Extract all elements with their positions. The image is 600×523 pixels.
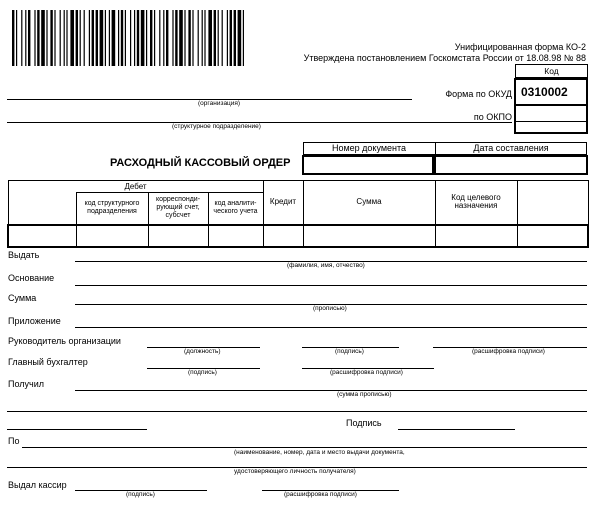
analytic-code-header: код аналити-ческого учета bbox=[208, 193, 263, 225]
issue-label: Выдать bbox=[8, 250, 40, 260]
order-title: РАСХОДНЫЙ КАССОВЫЙ ОРДЕР bbox=[110, 157, 291, 169]
okpo-label: по ОКПО bbox=[473, 112, 512, 122]
sum-words-caption: (сумма прописью) bbox=[337, 391, 392, 398]
table-cell[interactable] bbox=[263, 225, 303, 247]
okud-label: Форма по ОКУД bbox=[445, 89, 512, 99]
doc-number-label: Номер документа bbox=[331, 143, 407, 153]
accountant-signature-caption: (подпись) bbox=[188, 369, 217, 376]
code-divider-2 bbox=[514, 121, 588, 122]
barcode-image bbox=[12, 10, 246, 66]
received-label: Получил bbox=[8, 379, 44, 389]
issue-caption: (фамилия, имя, отчество) bbox=[287, 262, 365, 269]
doc-date-field[interactable] bbox=[434, 155, 588, 175]
chief-accountant-label: Главный бухгалтер bbox=[8, 357, 88, 367]
table-cell[interactable] bbox=[8, 225, 76, 247]
table-cell[interactable] bbox=[148, 225, 208, 247]
debit-header: Дебет bbox=[8, 181, 263, 193]
document-caption: (наименование, номер, дата и место выдачи документа, bbox=[234, 449, 405, 456]
basis-line[interactable] bbox=[75, 285, 587, 286]
sum-caption: (прописью) bbox=[313, 305, 347, 312]
head-signature-caption: (подпись) bbox=[335, 348, 364, 355]
signature-label: Подпись bbox=[346, 418, 382, 428]
head-decoding-caption: (расшифровка подписи) bbox=[472, 348, 545, 355]
credit-header: Кредит bbox=[263, 181, 303, 225]
basis-label: Основание bbox=[8, 273, 55, 283]
code-label: Код bbox=[544, 66, 559, 76]
accountant-decoding-caption: (расшифровка подписи) bbox=[330, 369, 403, 376]
doc-number-field[interactable] bbox=[302, 155, 434, 175]
cashier-signature-caption: (подпись) bbox=[126, 491, 155, 498]
document-line[interactable] bbox=[22, 447, 587, 448]
debit-empty-header bbox=[8, 193, 76, 225]
order-table bbox=[7, 180, 589, 248]
received-line[interactable] bbox=[75, 390, 587, 391]
attachment-label: Приложение bbox=[8, 316, 61, 326]
extra-header bbox=[517, 181, 588, 225]
doc-date-label: Дата составления bbox=[473, 143, 549, 153]
unified-form-label: Унифицированная форма КО-2 bbox=[454, 42, 586, 52]
table-cell[interactable] bbox=[76, 225, 148, 247]
table-cell[interactable] bbox=[303, 225, 435, 247]
corr-account-header: корреспонди-рующий счет, субсчет bbox=[148, 193, 208, 225]
table-cell[interactable] bbox=[435, 225, 517, 247]
subdivision-code-header: код структурного подразделения bbox=[76, 193, 148, 225]
sum-header: Сумма bbox=[303, 181, 435, 225]
recipient-signature-line[interactable] bbox=[398, 429, 515, 430]
table-cell[interactable] bbox=[517, 225, 588, 247]
code-divider bbox=[514, 104, 588, 106]
okud-code-value[interactable]: 0310002 bbox=[521, 85, 568, 99]
by-label: По bbox=[8, 436, 20, 446]
head-label: Руководитель организации bbox=[8, 336, 121, 346]
sum-label: Сумма bbox=[8, 293, 37, 303]
code-header-box bbox=[515, 64, 588, 78]
table-cell[interactable] bbox=[208, 225, 263, 247]
subdivision-caption: (структурное подразделение) bbox=[172, 123, 261, 130]
approval-label: Утверждена постановлением Госкомстата России от 18.08.98 № 88 bbox=[303, 53, 586, 63]
received-line-2[interactable] bbox=[7, 411, 587, 412]
attachment-line[interactable] bbox=[75, 327, 587, 328]
organization-caption: (организация) bbox=[198, 100, 241, 107]
date-line[interactable] bbox=[7, 429, 147, 430]
position-caption: (должность) bbox=[184, 348, 221, 355]
identity-caption: удостоверяющего личность получателя) bbox=[234, 468, 356, 475]
cashier-label: Выдал кассир bbox=[8, 480, 67, 490]
purpose-code-header: Код целевого назначения bbox=[435, 181, 517, 225]
cashier-decoding-caption: (расшифровка подписи) bbox=[284, 491, 357, 498]
